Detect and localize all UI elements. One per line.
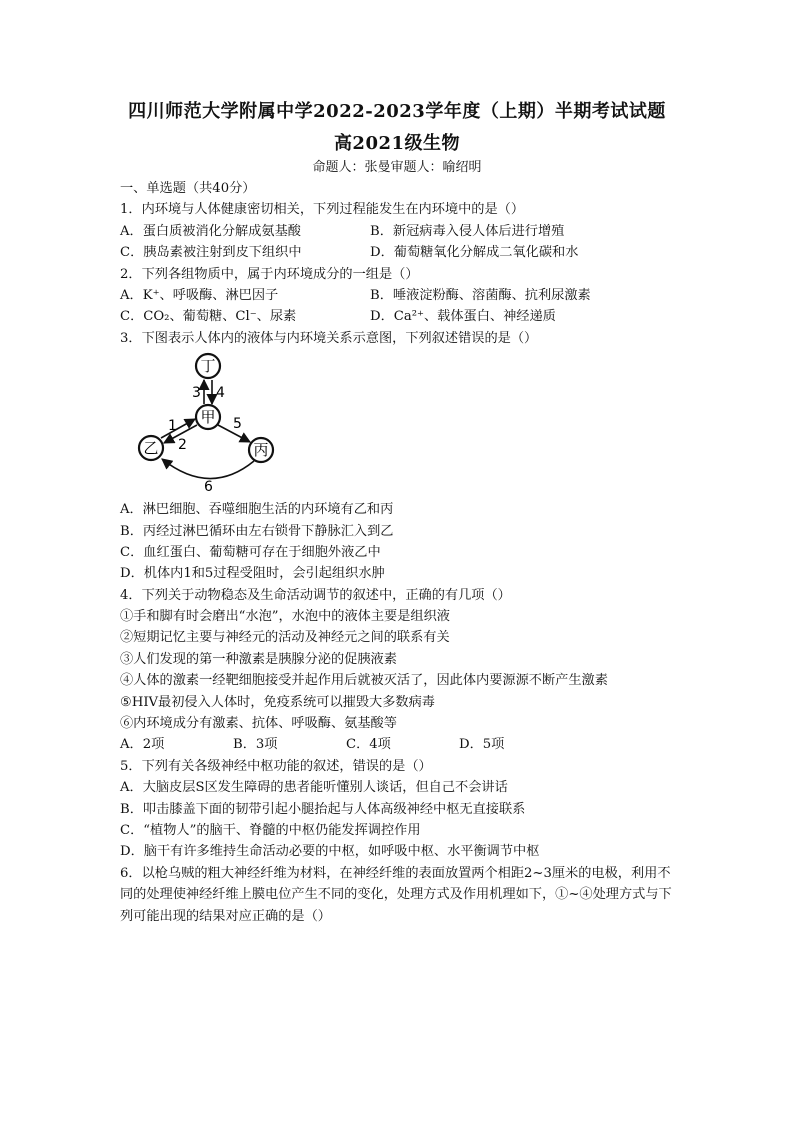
q2-option-a: A．K⁺、呼吸酶、淋巴因子 <box>120 287 279 303</box>
q3-option-a: A．淋巴细胞、吞噬细胞生活的内环境有乙和丙 <box>120 502 394 518</box>
q2-options-row2 <box>120 306 680 327</box>
node-bing-label: 丙 <box>253 441 269 460</box>
q2-option-d: D．Ca²⁺、载体蛋白、神经递质 <box>370 309 556 325</box>
q5-option-c: C．“植物人”的脑干、脊髓的中枢仍能发挥调控作用 <box>120 822 421 838</box>
q5-option-d: D．脑干有许多维持生命活动必要的中枢，如呼吸中枢、水平衡调节中枢 <box>120 844 540 860</box>
arrow-6 <box>162 459 254 479</box>
q1-stem: 1．内环境与人体健康密切相关，下列过程能发生在内环境中的是（） <box>120 202 525 218</box>
authors-line: 命题人：张曼审题人：喻绍明 <box>312 160 482 175</box>
q2-option-c: C．CO₂、葡萄糖、Cl⁻、尿素 <box>120 309 297 325</box>
q1-option-c: C．胰岛素被注射到皮下组织中 <box>120 245 302 261</box>
q4-option-d: D．5项 <box>459 737 505 753</box>
q1-option-d: D．葡萄糖氧化分解成二氧化碳和水 <box>370 245 579 261</box>
section-heading: 一、单选题（共40分） <box>120 181 256 196</box>
q1-option-b: B．新冠病毒入侵人体后进行增殖 <box>370 223 565 239</box>
edge-label-2: 2 <box>178 437 187 454</box>
q5-stem: 5．下列有关各级神经中枢功能的叙述，错误的是（） <box>120 758 432 774</box>
q4-option-b: B．3项 <box>233 737 278 753</box>
q3-stem: 3．下图表示人体内的液体与内环境关系示意图，下列叙述错误的是（） <box>120 330 538 346</box>
q4-statement-1: ①手和脚有时会磨出“水泡”，水泡中的液体主要是组织液 <box>120 609 450 625</box>
q2-option-b: B．唾液淀粉酶、溶菌酶、抗利尿激素 <box>370 287 591 303</box>
q5-option-b: B．叩击膝盖下面的韧带引起小腿抬起与人体高级神经中枢无直接联系 <box>120 801 526 817</box>
q4-options <box>120 734 680 755</box>
diagram-svg <box>120 349 320 499</box>
q4-option-a: A．2项 <box>120 737 165 753</box>
edge-label-1: 1 <box>168 418 177 435</box>
q4-statement-2: ②短期记忆主要与神经元的活动及神经元之间的联系有关 <box>120 630 450 646</box>
q5-option-a: A．大脑皮层S区发生障碍的患者能听懂别人谈话，但自己不会讲话 <box>120 780 508 796</box>
exam-title: 四川师范大学附属中学2022-2023学年度（上期）半期考试试题 <box>128 101 666 122</box>
edge-label-4: 4 <box>216 385 225 402</box>
node-jia-label: 甲 <box>200 408 216 427</box>
edge-label-5: 5 <box>233 416 242 433</box>
exam-subtitle: 高2021级生物 <box>333 133 461 154</box>
node-ding-label: 丁 <box>200 357 216 376</box>
q3-option-d: D．机体内1和5过程受阻时，会引起组织水肿 <box>120 566 385 582</box>
q1-option-a: A．蛋白质被消化分解成氨基酸 <box>120 223 301 239</box>
q2-stem: 2．下列各组物质中，属于内环境成分的一组是（） <box>120 266 419 282</box>
q4-stem: 4．下列关于动物稳态及生命活动调节的叙述中，正确的有几项（） <box>120 587 511 603</box>
q2-options-row1 <box>120 285 680 306</box>
question-list <box>120 178 680 927</box>
q4-statement-3: ③人们发现的第一种激素是胰腺分泌的促胰液素 <box>120 651 397 667</box>
q6-stem: 6．以枪乌贼的粗大神经纤维为材料，在神经纤维的表面放置两个相距2~3厘米的电极，利用不同的处理使神经纤维上膜电位产生不同的变化，处理方式及作用机理如下，①~④处理方式与下列可能出现的结果对应正确的是（） <box>120 865 672 924</box>
edge-label-6: 6 <box>204 479 213 496</box>
edge-label-3: 3 <box>192 385 201 402</box>
q4-statement-5: ⑤HIV最初侵入人体时，免疫系统可以摧毁大多数病毒 <box>120 694 435 710</box>
q1-options-row2 <box>120 242 680 263</box>
q4-statement-4: ④人体的激素一经靶细胞接受并起作用后就被灭活了，因此体内要源源不断产生激素 <box>120 673 608 689</box>
q1-options-row1 <box>120 221 680 242</box>
node-yi-label: 乙 <box>143 439 159 458</box>
q3-option-c: C．血红蛋白、葡萄糖可存在于细胞外液乙中 <box>120 544 381 560</box>
q3-option-b: B．丙经过淋巴循环由左右锁骨下静脉汇入到乙 <box>120 523 394 539</box>
body-fluid-diagram <box>120 349 680 499</box>
q4-statement-6: ⑥内环境成分有激素、抗体、呼吸酶、氨基酸等 <box>120 716 397 732</box>
q4-option-c: C．4项 <box>346 737 391 753</box>
